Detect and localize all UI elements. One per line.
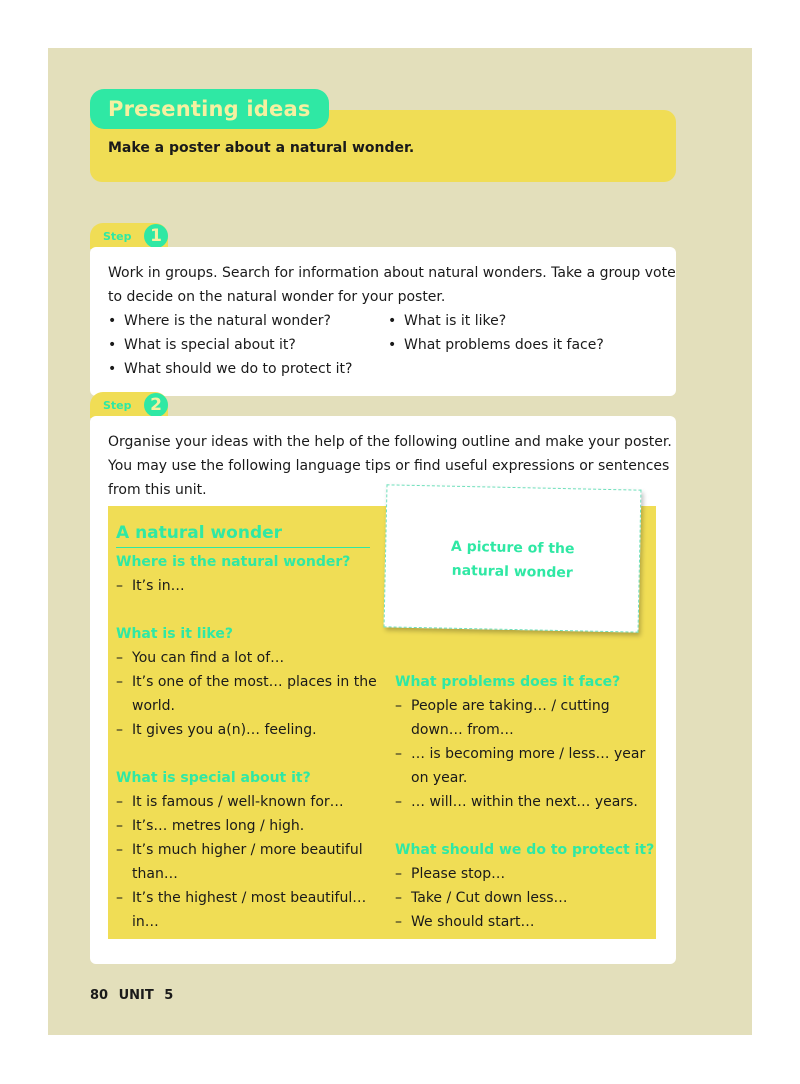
outline-line: – Please stop…: [395, 866, 506, 882]
outline-line: – Take / Cut down less…: [395, 890, 568, 906]
outline-title: A natural wonder: [116, 523, 283, 543]
outline-line: – People are taking… / cutting: [395, 698, 610, 714]
step-2-text-line3: from this unit.: [108, 482, 207, 498]
page: [48, 48, 752, 1035]
step-2-label: Step: [103, 399, 132, 412]
outline-line: – It’s one of the most… places in the: [116, 674, 377, 690]
outline-line: – … will… within the next… years.: [395, 794, 638, 810]
outline-line: than…: [132, 866, 178, 882]
unit-label: UNIT 5: [118, 988, 174, 1003]
picture-placeholder: [384, 484, 642, 632]
outline-question: What is special about it?: [116, 770, 311, 786]
task-subtitle: Make a poster about a natural wonder.: [108, 140, 415, 156]
step-1-text-line2: to decide on the natural wonder for your poster.: [108, 289, 446, 305]
outline-line: – … is becoming more / less… year: [395, 746, 646, 762]
step-1-tab: [90, 223, 168, 249]
page-footer: [90, 988, 173, 1003]
outline-question: What is it like?: [116, 626, 233, 642]
outline-line: – It’s in…: [116, 578, 185, 594]
step-1-card: [90, 247, 676, 396]
outline-title-rule: [116, 547, 370, 548]
step-1-number: 1: [144, 224, 168, 248]
step-1-label: Step: [103, 230, 132, 243]
picture-note-line2: natural wonder: [451, 562, 573, 582]
outline-line: – We should start…: [395, 914, 535, 930]
step-2-text-line1: Organise your ideas with the help of the following outline and make your poster.: [108, 434, 672, 450]
step-2-number: 2: [144, 393, 168, 417]
outline-line: on year.: [411, 770, 468, 786]
outline-line: world.: [132, 698, 175, 714]
page-title: Presenting ideas: [108, 97, 311, 121]
step-1-bullet: • What problems does it face?: [388, 337, 604, 353]
outline-line: – It’s… metres long / high.: [116, 818, 305, 834]
outline-line: down… from…: [411, 722, 514, 738]
outline-line: – It gives you a(n)… feeling.: [116, 722, 317, 738]
outline-line: – It’s much higher / more beautiful: [116, 842, 363, 858]
title-pill: [90, 89, 329, 129]
outline-question: What should we do to protect it?: [395, 842, 655, 858]
step-1-bullet: • What is special about it?: [108, 337, 296, 353]
outline-line: in…: [132, 914, 159, 930]
step-2-text-line2: You may use the following language tips or find useful expressions or sentences: [108, 458, 670, 474]
outline-question: What problems does it face?: [395, 674, 621, 690]
outline-line: – You can find a lot of…: [116, 650, 285, 666]
page-number: 80: [90, 988, 109, 1003]
step-1-text-line1: Work in groups. Search for information about natural wonders. Take a group vote: [108, 265, 676, 281]
outline-question: Where is the natural wonder?: [116, 554, 351, 570]
picture-note-line1: A picture of the: [450, 538, 575, 558]
outline-line: – It is famous / well-known for…: [116, 794, 344, 810]
step-1-bullet: • What is it like?: [388, 313, 507, 329]
step-2-tab: [90, 392, 168, 418]
step-1-bullet: • Where is the natural wonder?: [108, 313, 331, 329]
step-1-bullet: • What should we do to protect it?: [108, 361, 353, 377]
outline-line: – It’s the highest / most beautiful…: [116, 890, 367, 906]
